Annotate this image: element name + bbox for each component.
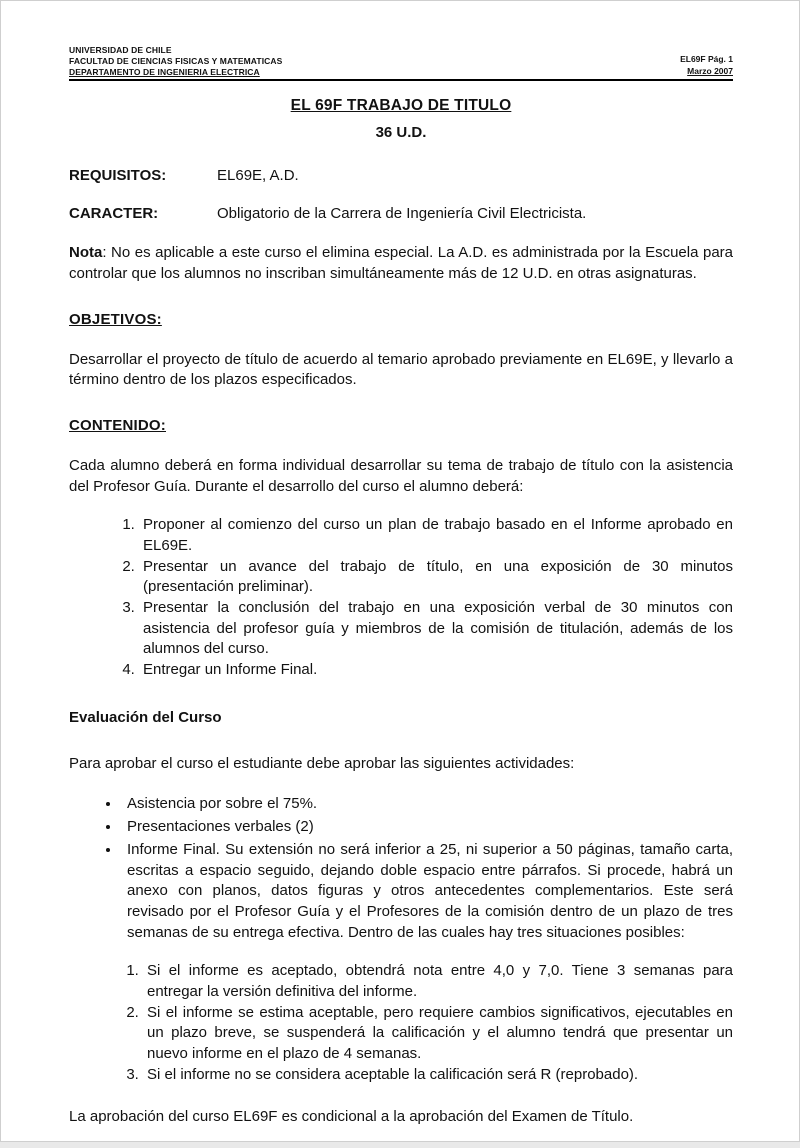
contenido-item-4: 4. Entregar un Informe Final. [139,660,733,681]
evaluacion-intro: Para aprobar el curso el estudiante debe aprobar las siguientes actividades: [69,754,575,772]
header-course-page: EL69F Pág. 1 [680,53,733,64]
contenido-intro: Cada alumno deberá en forma individual desarrollar su tema de trabajo de título con la asistencia del Profesor Guía. Durante el desarrollo del curso el alumno deberá: [69,456,733,495]
field-row-caracter [69,205,733,222]
document-page [1,1,799,1148]
field-label-requisitos: REQUISITOS: [69,167,167,185]
situacion-item-3: 3. Si el informe no se considera aceptable la calificación será R (reprobado). [143,1065,733,1086]
section-heading-contenido: CONTENIDO: [69,416,166,434]
objetivos-body: Desarrollar el proyecto de título de acuerdo al temario aprobado previamente en EL69E, y llevarlo a término dentro de los plazos especificados. [69,350,733,389]
header-faculty: FACULTAD DE CIENCIAS FISICAS Y MATEMATICAS [69,56,283,67]
page-title: EL 69F TRABAJO DE TITULO [290,97,512,115]
situacion-item-1: 1. Si el informe es aceptado, obtendrá nota entre 4,0 y 7,0. Tiene 3 semanas para entregar la versión definitiva del informe. [143,961,733,1002]
situaciones-list [123,961,733,1085]
field-value-caracter: Obligatorio de la Carrera de Ingeniería Civil Electricista. [217,205,587,223]
evaluacion-bullet-3: • Informe Final. Su extensión no será inferior a 25, ni superior a 50 páginas, tamaño carta, escritas a espacio seguido, dejando doble espacio entre párrafos. Si procede, habrá un anexo con planos, datos figuras y otros antecedentes complementarios. Este será revisado por el Profesor Guía y el Profesores de la comisión dentro de un plazo de tres semanas de su entrega efectiva. Dentro de las cuales hay tres situaciones posibles: [121,840,733,943]
nota-paragraph [69,243,733,284]
contenido-item-3: 3. Presentar la conclusión del trabajo en una exposición verbal de 30 minutos con asistencia del profesor guía y miembros de la comisión de titulación, además de los alumnos del curso. [139,598,733,660]
section-heading-objetivos: OBJETIVOS: [69,310,162,328]
header-date: Marzo 2007 [687,66,733,77]
footer-note: La aprobación del curso EL69F es condicional a la aprobación del Examen de Título. [69,1108,634,1126]
nota-label: Nota [69,244,103,262]
nota-text: : No es aplicable a este curso el elimina especial. La A.D. es administrada por la Escuela para controlar que los alumnos no inscriban simultáneamente más de 12 U.D. en otras asignaturas. [69,244,733,282]
field-label-caracter: CARACTER: [69,205,159,223]
page-subtitle: 36 U.D. [375,124,427,142]
header-institution-block [69,45,282,78]
situacion-item-2: 2. Si el informe se estima aceptable, pero requiere cambios significativos, ejecutables en un plazo breve, se suspenderá la calificación y el alumno tendrá que presentar un nuevo informe en el plazo de 4 semanas. [143,1003,733,1065]
contenido-list [117,515,733,681]
field-list [69,167,733,222]
field-value-requisitos: EL69E, A.D. [217,167,299,185]
contenido-item-1: 1. Proponer al comienzo del curso un plan de trabajo basado en el Informe aprobado en EL69E. [139,515,733,556]
evaluacion-bullet-list [99,794,733,943]
header-meta-block [680,53,733,79]
evaluacion-bullet-2: • Presentaciones verbales (2) [121,817,733,838]
title-block [69,97,733,141]
section-heading-evaluacion: Evaluación del Curso [69,708,222,726]
page-header [69,45,733,81]
header-department: DEPARTAMENTO DE INGENIERIA ELECTRICA [69,67,260,78]
header-university: UNIVERSIDAD DE CHILE [69,45,172,55]
contenido-item-2: 2. Presentar un avance del trabajo de título, en una exposición de 30 minutos (presentación preliminar). [139,557,733,598]
field-row-requisitos [69,167,733,184]
evaluacion-bullet-1: • Asistencia por sobre el 75%. [121,794,733,815]
